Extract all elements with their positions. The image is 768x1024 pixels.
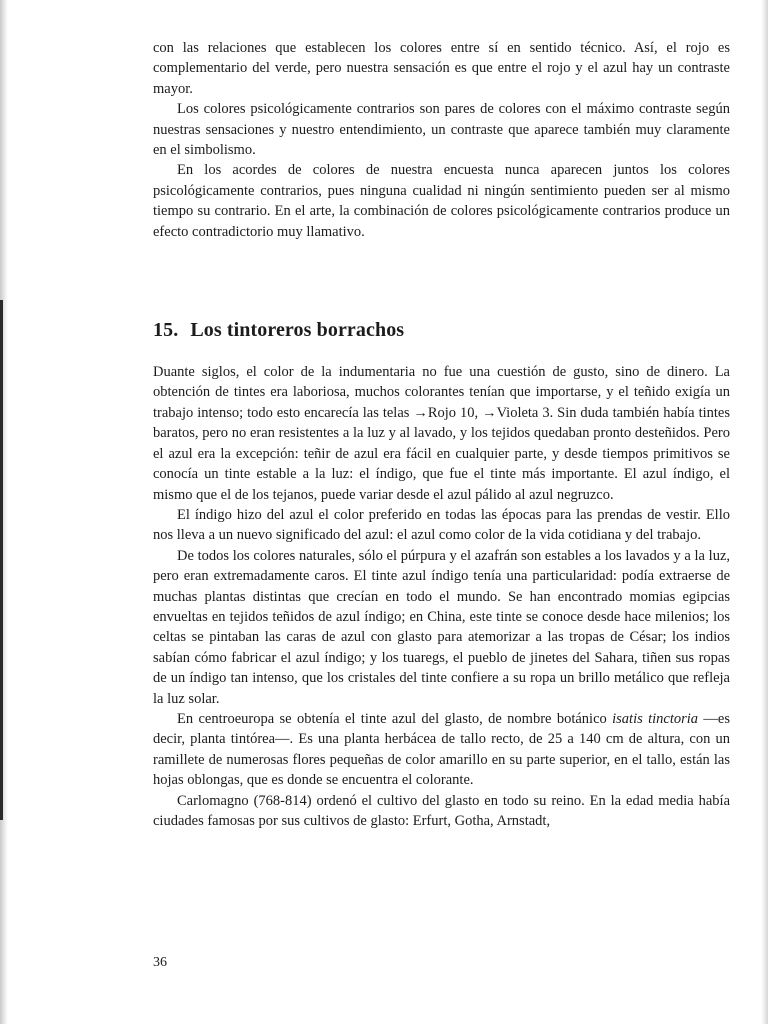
section-title: Los tintoreros borrachos xyxy=(190,319,405,342)
book-page xyxy=(153,38,730,831)
section-number: 15. xyxy=(153,319,179,342)
body-paragraph: El índigo hizo del azul el color preferido en todas las épocas para las prendas de vestir. Ello nos lleva a un nuevo significado del azul: el azul como color de la vida cotidiana y del trabajo. xyxy=(153,506,730,544)
page-number: 36 xyxy=(153,955,167,970)
body-paragraph-glasto xyxy=(153,709,730,791)
body-paragraph: Carlomagno (768-814) ordenó el cultivo del glasto en todo su reino. En la edad media había ciudades famosas por sus cultivos de glasto: Erfurt, Gotha, Arnstadt, xyxy=(153,792,730,829)
section-spacer xyxy=(153,242,730,318)
body-paragraph: con las relaciones que establecen los colores entre sí en sentido técnico. Así, el rojo es complementario del verde, pero nuestra sensación es que entre el rojo y el azul hay un contraste mayor. xyxy=(153,40,730,97)
scan-binding-shadow xyxy=(0,300,3,820)
glasto-text-before: En centroeuropa se obtenía el tinte azul del glasto, de nombre botánico xyxy=(177,710,613,727)
body-paragraph: En los acordes de colores de nuestra encuesta nunca aparecen juntos los colores psicológicamente contrarios, pues ninguna cualidad ni ningún sentimiento pueden ser al mismo tiempo su contrario. En el arte, la combinación de colores psicológicamente contrarios produce un efecto contradictorio muy llamativo. xyxy=(153,162,730,240)
scan-right-edge xyxy=(761,0,768,1024)
section-heading xyxy=(153,318,730,342)
body-paragraph: Duante siglos, el color de la indumentaria no fue una cuestión de gusto, sino de dinero. La obtención de tintes era laboriosa, muchos colorantes tenían que importarse, y el teñido exigía un trabajo intenso; todo esto encarecía las telas →Rojo 10, →Violeta 3. Sin duda también había tintes baratos, pero no eran resistentes a la luz y al lavado, y los tejidos quedaban pronto desteñidos. Pero el azul era la excepción: teñir de azul era fácil en cualquier parte, y desde tiempos primitivos se conocía un tinte estable a la luz: el índigo, que fue el tinte más importante. El azul índigo, el mismo que el de los tejanos, puede variar desde el azul pálido al azul negruzco. xyxy=(153,364,730,503)
glasto-text-after: —es decir, planta tintórea—. Es una planta herbácea de tallo recto, de 25 a 140 cm de altura, con un ramillete de numerosas flores pequeñas de color amarillo en su parte superior, en el tallo, están las hojas oblongas, que es donde se encuentra el colorante. xyxy=(153,710,730,789)
botanical-name: isatis tinctoria xyxy=(612,710,699,727)
body-paragraph: De todos los colores naturales, sólo el púrpura y el azafrán son estables a los lavados y a la luz, pero eran extremadamente caros. El tinte azul índigo tenía una particularidad: podía extraerse de muchas plantas distintas que crecían en todo el mundo. Se han encontrado momias egipcias envueltas en tejidos teñidos de azul índigo; en China, este tinte se conoce desde hace milenios; los celtas se pintaban las caras de azul con glasto para atemorizar a las tropas de César; los indios sabían cómo fabricar el azul índigo; y los tuaregs, el pueblo de jinetes del Sahara, tiñen sus ropas de un índigo tan intenso, que los cristales del tinte confiere a su ropa un brillo metálico que refleja la luz solar. xyxy=(153,547,730,707)
body-paragraph: Los colores psicológicamente contrarios son pares de colores con el máximo contraste según nuestras sensaciones y nuestro entendimiento, un contraste que aparece también muy claramente en el simbolismo. xyxy=(153,101,730,159)
heading-spacer xyxy=(153,342,730,362)
